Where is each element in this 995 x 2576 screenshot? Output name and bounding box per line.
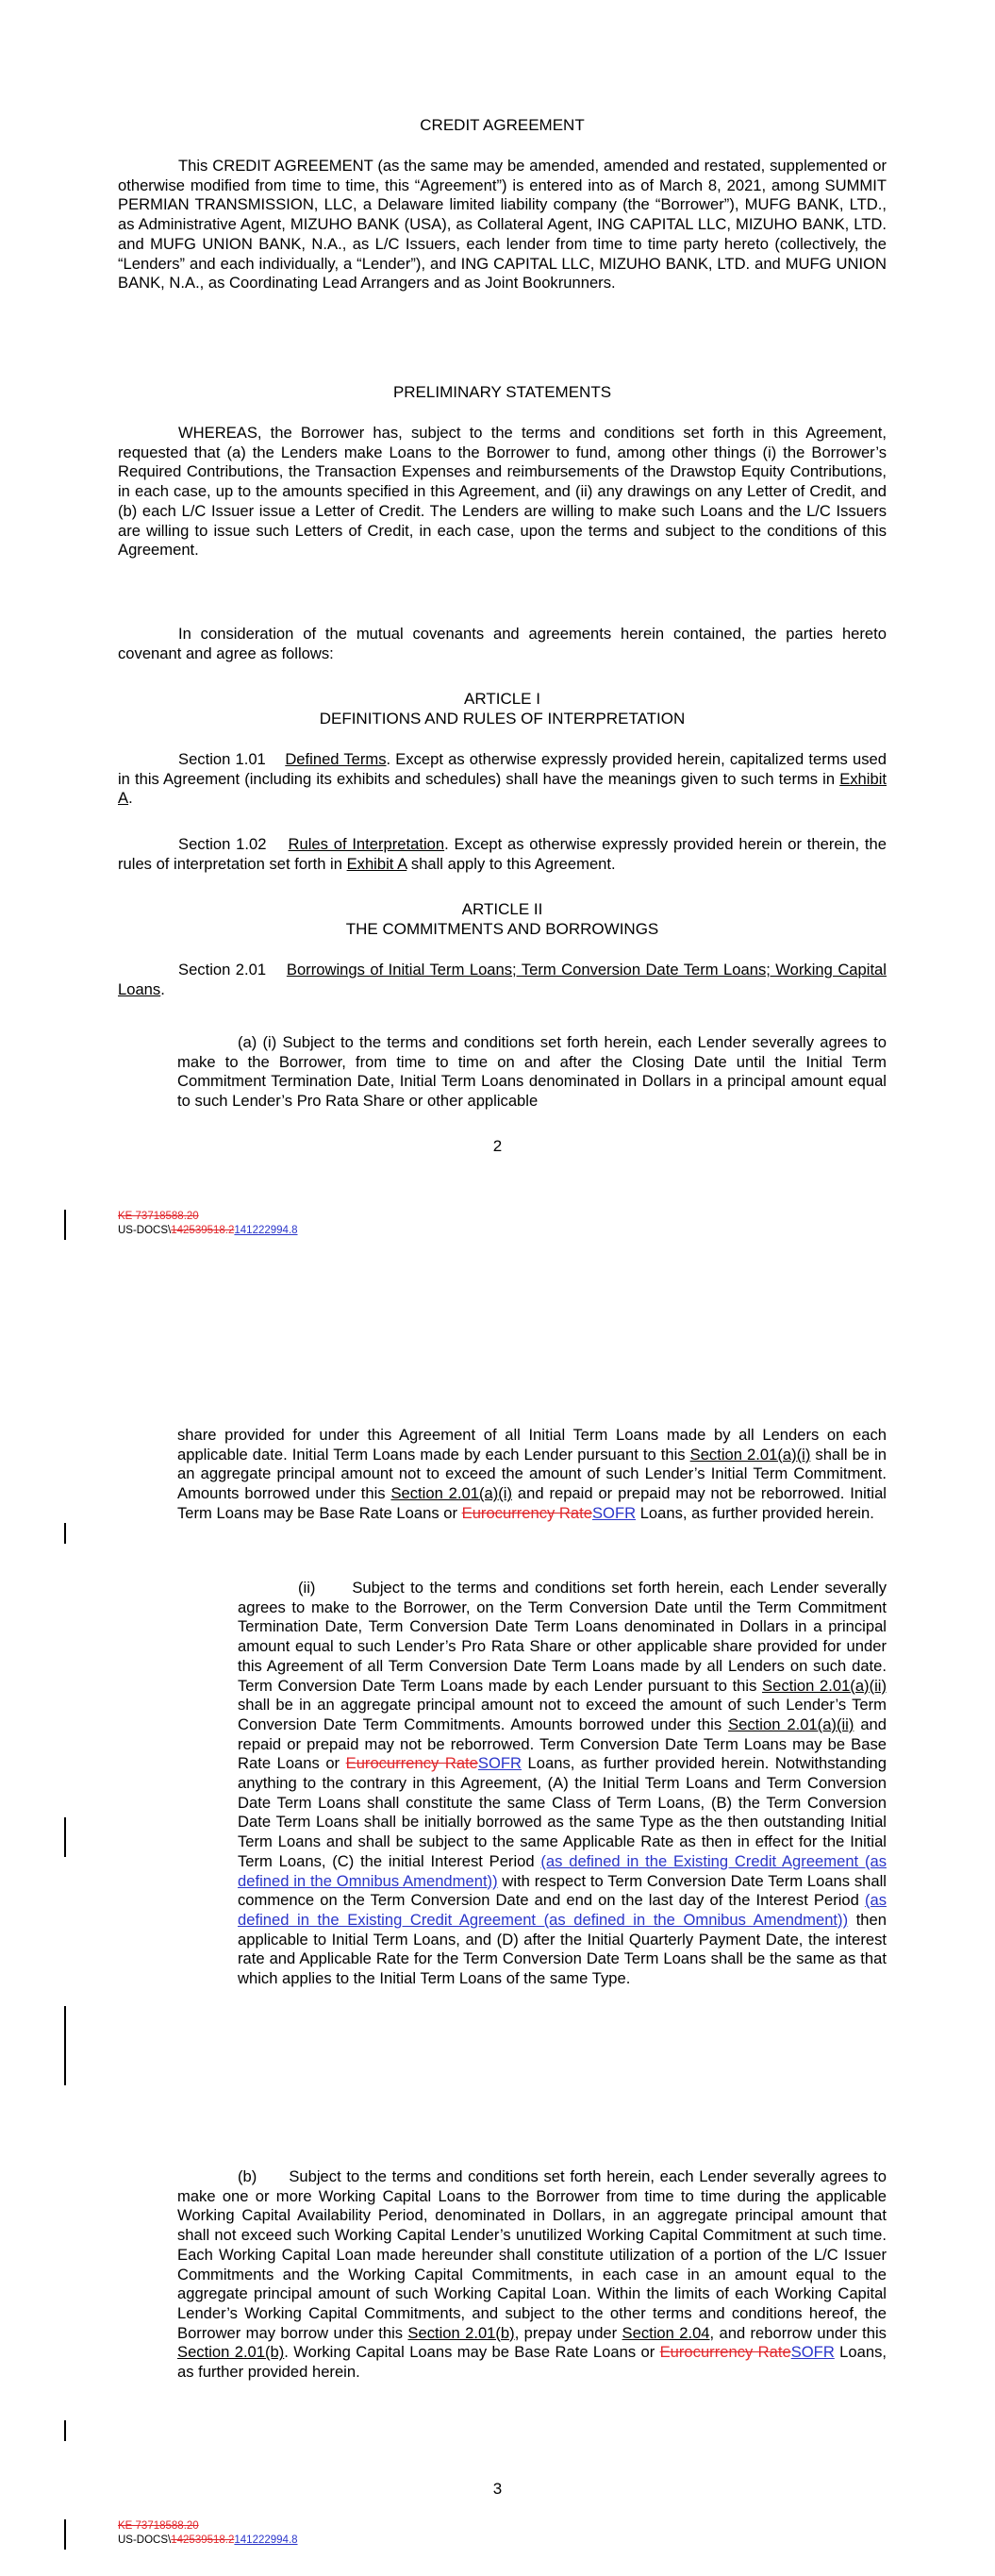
intro-text: ”), and ING CAPITAL LLC, MIZUHO BANK, LTD. and MUFG UNION BANK, N.A., as Coordinating Lead Arrangers and as Joint Bookrunners. bbox=[118, 254, 887, 293]
document-id-footer bbox=[118, 2519, 298, 2548]
old-document-id: KE 73718588.20 bbox=[118, 2520, 199, 2532]
clause-text: then applicable to Initial Term Loans, and (D) after the Initial Quarterly Payment Date, the interest rate and Applicable Rate for the Term Conversion Date Term Loans shall be the same as that which applies to the Initial Term Loans of the same Type. bbox=[238, 1910, 887, 1988]
page-number: 3 bbox=[492, 2480, 503, 2498]
document-page-2 bbox=[0, 0, 995, 1274]
intro-text: ”) is entered into as of March 8, 2021, among SUMMIT PERMIAN TRANSMISSION, LLC, a Delaware limited liability company (the “ bbox=[118, 176, 887, 214]
article-1-title: ARTICLE I bbox=[464, 690, 540, 708]
intro-text: This CREDIT AGREEMENT (as the same may be amended, amended and restated, supplemented or otherwise modified from time to time, this “ bbox=[118, 157, 887, 194]
section-1-01: Section 1.01 Defined Terms. Except as otherwise expressly provided herein, capitalized terms used in this Agreement (including its exhibits and schedules) shall have the meanings given to such terms in Exhibit A. bbox=[118, 750, 887, 808]
deleted-text: Eurocurrency Rate bbox=[659, 2343, 791, 2362]
consideration-text: In consideration of the mutual covenants and agreements herein contained, the parties hereto covenant and agree as follows: bbox=[118, 625, 887, 662]
docid-prefix: US-DOCS\ bbox=[118, 2534, 172, 2546]
section-2-01-a-i-continued bbox=[177, 1426, 887, 1524]
clause-text: shall be in an aggregate principal amount not to exceed the amount of such Lender’s Initial Term Commitment. Amounts borrowed under this bbox=[177, 1445, 887, 1503]
preliminary-statements-heading: PRELIMINARY STATEMENTS bbox=[392, 383, 612, 401]
clause-text: Subject to the terms and conditions set forth herein, each Lender severally agrees to make one or more Working Capital Loans to the Borrower from time to time during the applicable Working Capital Availability Period, denominated in Dollars, in an aggregate principal amount that shall not exceed such Working Capital Lender’s unutilized Working Capital Commitment at such time. Each Working Capital Loan made hereunder shall constitute utilization of a portion of the L/C Issuer Commitments and the Working Capital Commitments, in each case in an amount equal to the aggregate principal amount of such Working Capital Loan. Within the limits of each Working Capital Lender’s Working Capital Commitments, and subject to the other terms and conditions hereof, the Borrower may borrow under this bbox=[177, 2167, 887, 2342]
change-bar bbox=[64, 1210, 66, 1240]
clause-text: shall be in an aggregate principal amount not to exceed the amount of such Lender’s Term Conversion Date Term Commitments. Amounts borrowed under this bbox=[238, 1696, 887, 1733]
section-2-01-a-i bbox=[177, 1033, 887, 1112]
section-heading: Rules of Interpretation bbox=[288, 835, 445, 853]
section-reference: Section 2.01(b) bbox=[177, 2343, 285, 2362]
clause-text: , and reborrow under this bbox=[709, 2323, 887, 2342]
change-bar bbox=[64, 1523, 66, 1544]
deleted-text: Eurocurrency Rate bbox=[345, 1754, 478, 1773]
section-reference: Section 2.04 bbox=[622, 2323, 710, 2342]
defined-term-agreement: Agreement bbox=[420, 176, 497, 194]
whereas-paragraph bbox=[118, 424, 887, 560]
clause-text: Subject to the terms and conditions set forth herein, each Lender severally agrees to make to the Borrower, from time to time on and after the Closing Date until the Initial Term Commitment Termination Date, Initial Term Loans denominated in Dollars in a principal amount equal to such Lender’s Pro Rata Share or other applicable bbox=[177, 1033, 887, 1111]
section-text: . Except as otherwise expressly provided herein or therein, the rules of interpretation set forth in bbox=[118, 835, 887, 873]
section-reference: Section 2.01(b) bbox=[407, 2323, 515, 2342]
document-page-3 bbox=[0, 1274, 995, 2576]
change-bar bbox=[64, 2006, 66, 2085]
inserted-text: SOFR bbox=[591, 1503, 637, 1522]
article-2-title: ARTICLE II bbox=[461, 900, 543, 918]
intro-text: ” and each individually, a “ bbox=[179, 254, 362, 273]
clause-label: (a) (i) bbox=[238, 1033, 283, 1051]
clause-text: Loans, as further provided herein. bbox=[636, 1503, 874, 1522]
old-document-id: KE 73718588.20 bbox=[118, 1211, 199, 1222]
section-reference: Section 2.01(a)(i) bbox=[689, 1445, 811, 1464]
section-heading: Defined Terms bbox=[285, 750, 387, 768]
clause-text: Loans, as further provided herein. Notwithstanding anything to the contrary in this Agreement, (A) the Initial Term Loans and Term Conversion Date Term Loans shall constitute the same Class of Term Loans, (B) the Term Conversion Date Term Loans shall be initially borrowed as the same Type as the then outstanding Initial Term Loans and shall be subject to the same Applicable Rate as then in effect for the Initial Term Loans, (C) the initial Interest Period bbox=[238, 1754, 887, 1870]
section-heading: Borrowings of Initial Term Loans; Term Conversion Date Term Loans; Working Capital Loans bbox=[118, 961, 887, 998]
change-bar bbox=[64, 2519, 66, 2550]
consideration-paragraph bbox=[118, 625, 887, 663]
intro-paragraph bbox=[118, 157, 887, 293]
clause-text: Loans, as further provided herein. bbox=[177, 2343, 887, 2382]
clause-label: (b) bbox=[238, 2167, 257, 2185]
clause-text: and repaid or prepaid may not be reborrowed. Initial Term Loans may be Base Rate Loans or bbox=[177, 1484, 887, 1522]
exhibit-reference: Exhibit A bbox=[346, 854, 407, 873]
clause-text: share provided for under this Agreement of all Initial Term Loans made by all Lenders on each applicable date. Initial Term Loans made by each Lender pursuant to this bbox=[177, 1426, 887, 1464]
page-number: 2 bbox=[492, 1137, 503, 1155]
clause-text: with respect to Term Conversion Date Term Loans shall commence on the Term Conversion Date and end on the last day of the Interest Period bbox=[238, 1871, 887, 1910]
docid-prefix: US-DOCS\ bbox=[118, 1225, 172, 1236]
document-id-footer bbox=[118, 1210, 298, 1238]
clause-text: Subject to the terms and conditions set forth herein, each Lender severally agrees to make to the Borrower, on the Term Conversion Date until the Term Commitment Termination Date, Term Conversion Date Term Loans denominated in Dollars in a principal amount equal to such Lender’s Pro Rata Share or other applicable share provided for under this Agreement of all Term Conversion Date Term Loans made by all Lenders on such date. Term Conversion Date Term Loans made by each Lender pursuant to this bbox=[238, 1579, 887, 1695]
defined-term-lender: Lender bbox=[361, 254, 411, 273]
clause-text: and repaid or prepaid may not be reborrowed. Term Conversion Date Term Loans may be Base Rate Loans or bbox=[238, 1715, 887, 1773]
section-2-01: Section 2.01 Borrowings of Initial Term Loans; Term Conversion Date Term Loans; Working Capital Loans. bbox=[118, 961, 887, 998]
whereas-text: WHEREAS, the Borrower has, subject to the terms and conditions set forth in this Agreement, requested that (a) the Lenders make Loans to the Borrower to fund, among other things (i) the Borrower’s Required Contributions, the Transaction Expenses and reimbursements of the Drawstop Equity Contributions, in each case, up to the amounts specified in this Agreement, and (ii) any drawings on any Letter of Credit, and (b) each L/C Issuer issue a Letter of Credit. The Lenders are willing to make such Loans and the L/C Issuers are willing to issue such Letters of Credit, in each case, upon the terms and subject to the conditions of this Agreement. bbox=[118, 424, 887, 560]
inserted-text: SOFR bbox=[790, 2343, 835, 2362]
exhibit-reference: Exhibit A bbox=[118, 769, 887, 808]
intro-text: ”), MUFG BANK, LTD., as Administrative Agent, MIZUHO BANK (USA), as Collateral Agent, ING CAPITAL LLC, MIZUHO BANK, LTD. and MUFG UNION BANK, N.A., as L/C Issuers, each lender from time to time party hereto (collectively, the “ bbox=[118, 195, 887, 273]
section-label: Section 1.01 bbox=[178, 750, 266, 768]
section-text: shall apply to this Agreement. bbox=[406, 854, 616, 873]
inserted-text: SOFR bbox=[477, 1754, 522, 1773]
deleted-docid: 142539518.2 bbox=[171, 2534, 235, 2546]
deleted-docid: 142539518.2 bbox=[171, 1225, 235, 1236]
inserted-text: (as defined in the Existing Credit Agreement (as defined in the Omnibus Amendment)) bbox=[238, 1891, 887, 1929]
document-title: CREDIT AGREEMENT bbox=[420, 116, 585, 134]
defined-term-borrower: Borrower bbox=[660, 195, 724, 214]
article-1-subtitle: DEFINITIONS AND RULES OF INTERPRETATION bbox=[319, 710, 686, 728]
section-reference: Section 2.01(a)(ii) bbox=[762, 1676, 887, 1695]
inserted-text: (as defined in the Existing Credit Agreement (as defined in the Omnibus Amendment)) bbox=[238, 1851, 887, 1890]
section-1-02 bbox=[118, 835, 887, 874]
clause-text: . Working Capital Loans may be Base Rate Loans or bbox=[284, 2343, 660, 2362]
inserted-docid: 141222994.8 bbox=[234, 2534, 298, 2546]
section-label: Section 2.01 bbox=[178, 961, 267, 979]
clause-text: , prepay under bbox=[514, 2323, 622, 2342]
clause-label: (ii) bbox=[298, 1579, 316, 1597]
section-label: Section 1.02 bbox=[178, 835, 267, 853]
section-reference: Section 2.01(a)(ii) bbox=[728, 1715, 854, 1733]
section-2-01-b bbox=[177, 2167, 887, 2383]
change-bar bbox=[64, 1817, 66, 1857]
defined-term-lenders: Lenders bbox=[123, 254, 180, 273]
section-2-01-a-ii bbox=[238, 1579, 887, 1989]
article-2-subtitle: THE COMMITMENTS AND BORROWINGS bbox=[345, 920, 659, 938]
deleted-text: Eurocurrency Rate bbox=[461, 1503, 592, 1522]
section-text: . Except as otherwise expressly provided herein, capitalized terms used in this Agreement (including its exhibits and schedules) shall have the meanings given to such terms in bbox=[118, 750, 887, 788]
change-bar bbox=[64, 2420, 66, 2441]
section-reference: Section 2.01(a)(i) bbox=[390, 1484, 512, 1503]
inserted-docid: 141222994.8 bbox=[234, 1225, 298, 1236]
